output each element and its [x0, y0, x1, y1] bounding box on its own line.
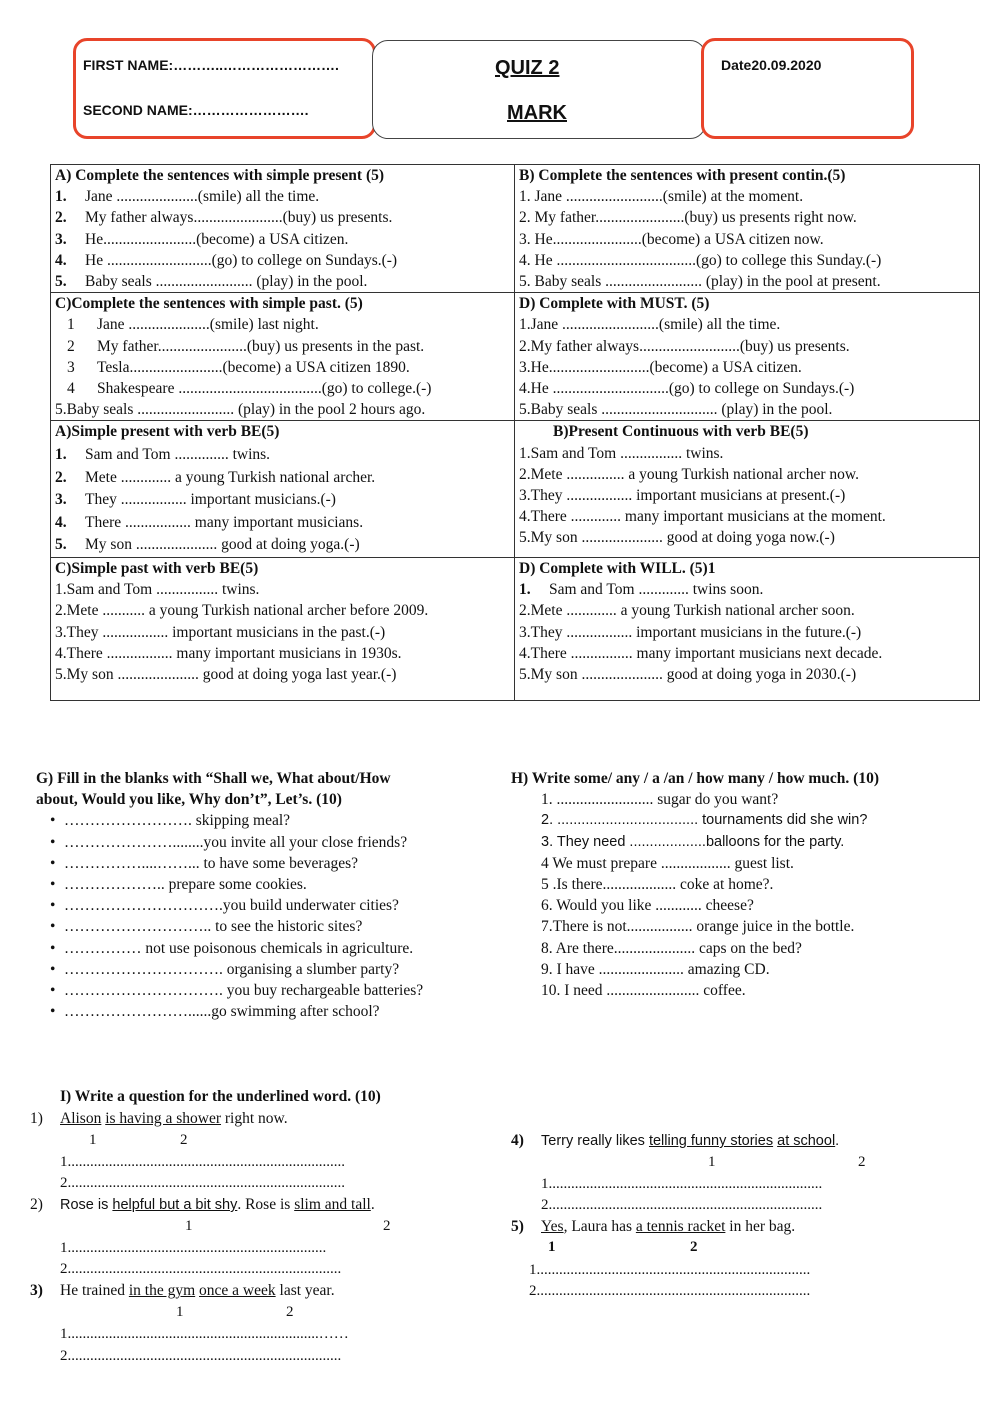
exercise-line: 1.Jane .........................(smile) all the time. [519, 316, 781, 334]
exercise-line: 3.They ................. important musicians at present.(-) [519, 487, 846, 505]
date-text: Date20.09.2020 [721, 57, 822, 73]
list-item: 6. Would you like ............ cheese? [541, 897, 754, 915]
list-item: • ……………………. skipping meal? [42, 810, 506, 831]
exercise-line: 1. Jane .........................(smile) at the moment. [519, 188, 804, 206]
answer-line[interactable]: 2......................................................................... [541, 1197, 823, 1213]
cell-c-simple-past [51, 293, 515, 421]
label-2: 2 [180, 1132, 188, 1148]
list-item: 9. I have ...................... amazing CD. [541, 960, 770, 978]
cell-c-past-be [51, 558, 515, 701]
exercise-line: 2.Mete ............... a young Turkish national archer now. [519, 465, 859, 483]
mark-label: MARK [507, 102, 567, 124]
label-2: 2 [690, 1239, 698, 1255]
exercise-line: 2.My father always..........................(buy) us presents. [519, 337, 850, 355]
label-1: 1 [176, 1304, 184, 1320]
label-1: 1 [708, 1154, 716, 1170]
question-3: 3) He trained in the gym once a week last year. [30, 1282, 335, 1299]
exercise-line: 3.They ................. important musicians in the future.(-) [519, 623, 862, 641]
exercise-line: 4 Shakespeare .....................................(go) to college.(-) [67, 380, 432, 398]
cell-d-will [515, 558, 980, 701]
answer-line[interactable]: 2......................................................................... [529, 1283, 811, 1299]
answer-line[interactable]: 2......................................................................... [60, 1261, 342, 1277]
list-item: • …………………………. organising a slumber party? [42, 959, 506, 980]
list-item: 5 .Is there................... coke at home?. [541, 876, 774, 894]
list-item: 8. Are there..................... caps on the bed? [541, 939, 802, 957]
cell-a-simple-present [51, 165, 515, 293]
answer-line[interactable]: 2......................................................................... [60, 1348, 342, 1364]
cell-d-must [515, 293, 980, 421]
exercise-line: 4. He ...........................(go) to college on Sundays.(-) [55, 251, 398, 269]
cell-b-continuous-be [515, 421, 980, 558]
label-1: 1 [185, 1218, 193, 1234]
list-item: • ……………….. prepare some cookies. [42, 874, 506, 895]
quiz-box [372, 40, 706, 139]
exercise-line: 2. My father always.......................(buy) us presents. [55, 209, 393, 227]
cell-b-present-continuous [515, 165, 980, 293]
label-2: 2 [858, 1154, 866, 1170]
exercise-line: 5.My son ..................... good at doing yoga last year.(-) [55, 666, 397, 684]
exercise-line: 4.There ............. many important musicians at the moment. [519, 508, 886, 526]
exercise-line: 3. They ................. important musicians.(-) [55, 491, 336, 509]
answer-line[interactable]: 2.......................................................................... [60, 1175, 345, 1191]
section-g-title-line1: G) Fill in the blanks with “Shall we, What about/How [36, 770, 391, 787]
exercise-line: 1. Jane .....................(smile) all the time. [55, 188, 320, 206]
exercise-line: 4.There ................ many important musicians next decade. [519, 644, 883, 662]
exercise-line: 4.He ..............................(go) to college on Sundays.(-) [519, 380, 855, 398]
exercise-line: 2. My father.......................(buy) us presents right now. [519, 209, 857, 227]
section-title: B)Present Continuous with verb BE(5) [553, 423, 809, 441]
list-item: • …………………………. you buy rechargeable batteries? [42, 980, 506, 1001]
list-item: • ……………....……... to have some beverages? [42, 853, 506, 874]
question-4: 4) Terry really likes telling funny stories at school. [511, 1132, 840, 1149]
list-item: 1. ......................... sugar do you want? [541, 791, 779, 809]
answer-line[interactable]: 1......................................................................... [529, 1262, 811, 1278]
label-2: 2 [286, 1304, 294, 1320]
exercise-line: 5. Baby seals ......................... (play) in the pool. [55, 273, 368, 291]
exercise-line: 1.Sam and Tom ................ twins. [519, 444, 724, 462]
exercise-line: 5.My son ..................... good at doing yoga in 2030.(-) [519, 666, 857, 684]
exercise-line: 2.Mete ........... a young Turkish national archer before 2009. [55, 602, 429, 620]
list-item: • …………… not use poisonous chemicals in agriculture. [42, 938, 506, 959]
label-1: 1 [548, 1239, 556, 1255]
list-item: 4 We must prepare .................. guest list. [541, 854, 794, 872]
question-1: 1) Alison is having a shower right now. [30, 1110, 288, 1127]
question-5: 5) Yes, Laura has a tennis racket in her bag. [511, 1218, 796, 1235]
quiz-title: QUIZ 2 [495, 57, 560, 79]
exercise-line: 5.Baby seals ......................... (play) in the pool 2 hours ago. [55, 401, 426, 419]
exercise-line: 5. My son ..................... good at doing yoga.(-) [55, 536, 360, 554]
exercise-line: 4. He ....................................(go) to college this Sunday.(-) [519, 251, 882, 269]
exercise-grid [50, 164, 980, 701]
answer-line[interactable]: 1.......................................................................... [60, 1154, 345, 1170]
exercise-line: 3. He.......................(become) a USA citizen now. [519, 230, 824, 248]
list-item: • …………………........you invite all your close friends? [42, 832, 506, 853]
exercise-line: 4. There ................. many important musicians. [55, 513, 364, 531]
exercise-line: 2. Mete ............. a young Turkish national archer. [55, 468, 376, 486]
section-h [511, 768, 981, 1001]
exercise-line: 1. Sam and Tom ............. twins soon. [519, 581, 764, 599]
question-2: 2) Rose is helpful but a bit shy. Rose is slim and tall. [30, 1196, 375, 1213]
section-title: A) Complete the sentences with simple present (5) [55, 167, 385, 184]
section-title: B) Complete the sentences with present contin.(5) [519, 167, 846, 184]
exercise-line: 1 Jane .....................(smile) last night. [67, 316, 319, 334]
exercise-line: 5.My son ..................... good at doing yoga now.(-) [519, 529, 835, 547]
section-title: A)Simple present with verb BE(5) [55, 423, 280, 441]
exercise-line: 2.Mete ............. a young Turkish national archer soon. [519, 602, 855, 620]
answer-line[interactable]: 1......................................................................... [541, 1176, 823, 1192]
list-item: • ………………………….you build underwater cities? [42, 895, 506, 916]
section-i-title: I) Write a question for the underlined word. (10) [60, 1088, 381, 1105]
exercise-line: 3. He........................(become) a USA citizen. [55, 230, 349, 248]
exercise-line: 3.They ................. important musicians in the past.(-) [55, 623, 386, 641]
answer-line[interactable]: 1...................................................................…… [60, 1326, 349, 1342]
exercise-line: 1.Sam and Tom ................ twins. [55, 581, 260, 599]
exercise-line: 1. Sam and Tom .............. twins. [55, 446, 271, 464]
section-g-title-line2: about, Would you like, Why don’t”, Let’s. (10) [36, 791, 342, 809]
label-1: 1 [89, 1132, 97, 1148]
list-item: • ……………………......go swimming after school? [42, 1001, 506, 1022]
label-2: 2 [383, 1218, 391, 1234]
list-item: 2. ................................... tournaments did she win? [541, 812, 868, 829]
section-title: D) Complete with MUST. (5) [519, 295, 710, 313]
list-item: • ……………………….. to see the historic sites? [42, 916, 506, 937]
exercise-line: 3.He..........................(become) a USA citizen. [519, 358, 802, 376]
exercise-line: 5. Baby seals ......................... (play) in the pool at present. [519, 273, 881, 291]
list-item: 10. I need ........................ coffee. [541, 982, 746, 1000]
exercise-line: 2 My father.......................(buy) us presents in the past. [67, 337, 425, 355]
cell-a-present-be [51, 421, 515, 558]
list-item: 7.There is not................. orange juice in the bottle. [541, 918, 855, 936]
date-box [701, 38, 914, 139]
section-h-title: H) Write some/ any / a /an / how many / how much. (10) [511, 770, 879, 787]
list-item: 3. They need ...................balloons for the party. [541, 833, 845, 850]
answer-line[interactable]: 1..................................................................... [60, 1240, 327, 1256]
second-name-field[interactable]: SECOND NAME:……………………. [83, 102, 309, 118]
section-g [36, 768, 506, 1022]
exercise-line: 3 Tesla........................(become) a USA citizen 1890. [67, 358, 410, 376]
section-title: C)Complete the sentences with simple past. (5) [55, 295, 363, 313]
section-title: D) Complete with WILL. (5)1 [519, 560, 716, 577]
exercise-line: 4.There ................. many important musicians in 1930s. [55, 644, 402, 662]
section-title: C)Simple past with verb BE(5) [55, 560, 259, 577]
first-name-field[interactable]: FIRST NAME:………..……………………. [83, 57, 339, 73]
name-box [73, 38, 376, 139]
exercise-line: 5.Baby seals .............................. (play) in the pool. [519, 401, 833, 419]
